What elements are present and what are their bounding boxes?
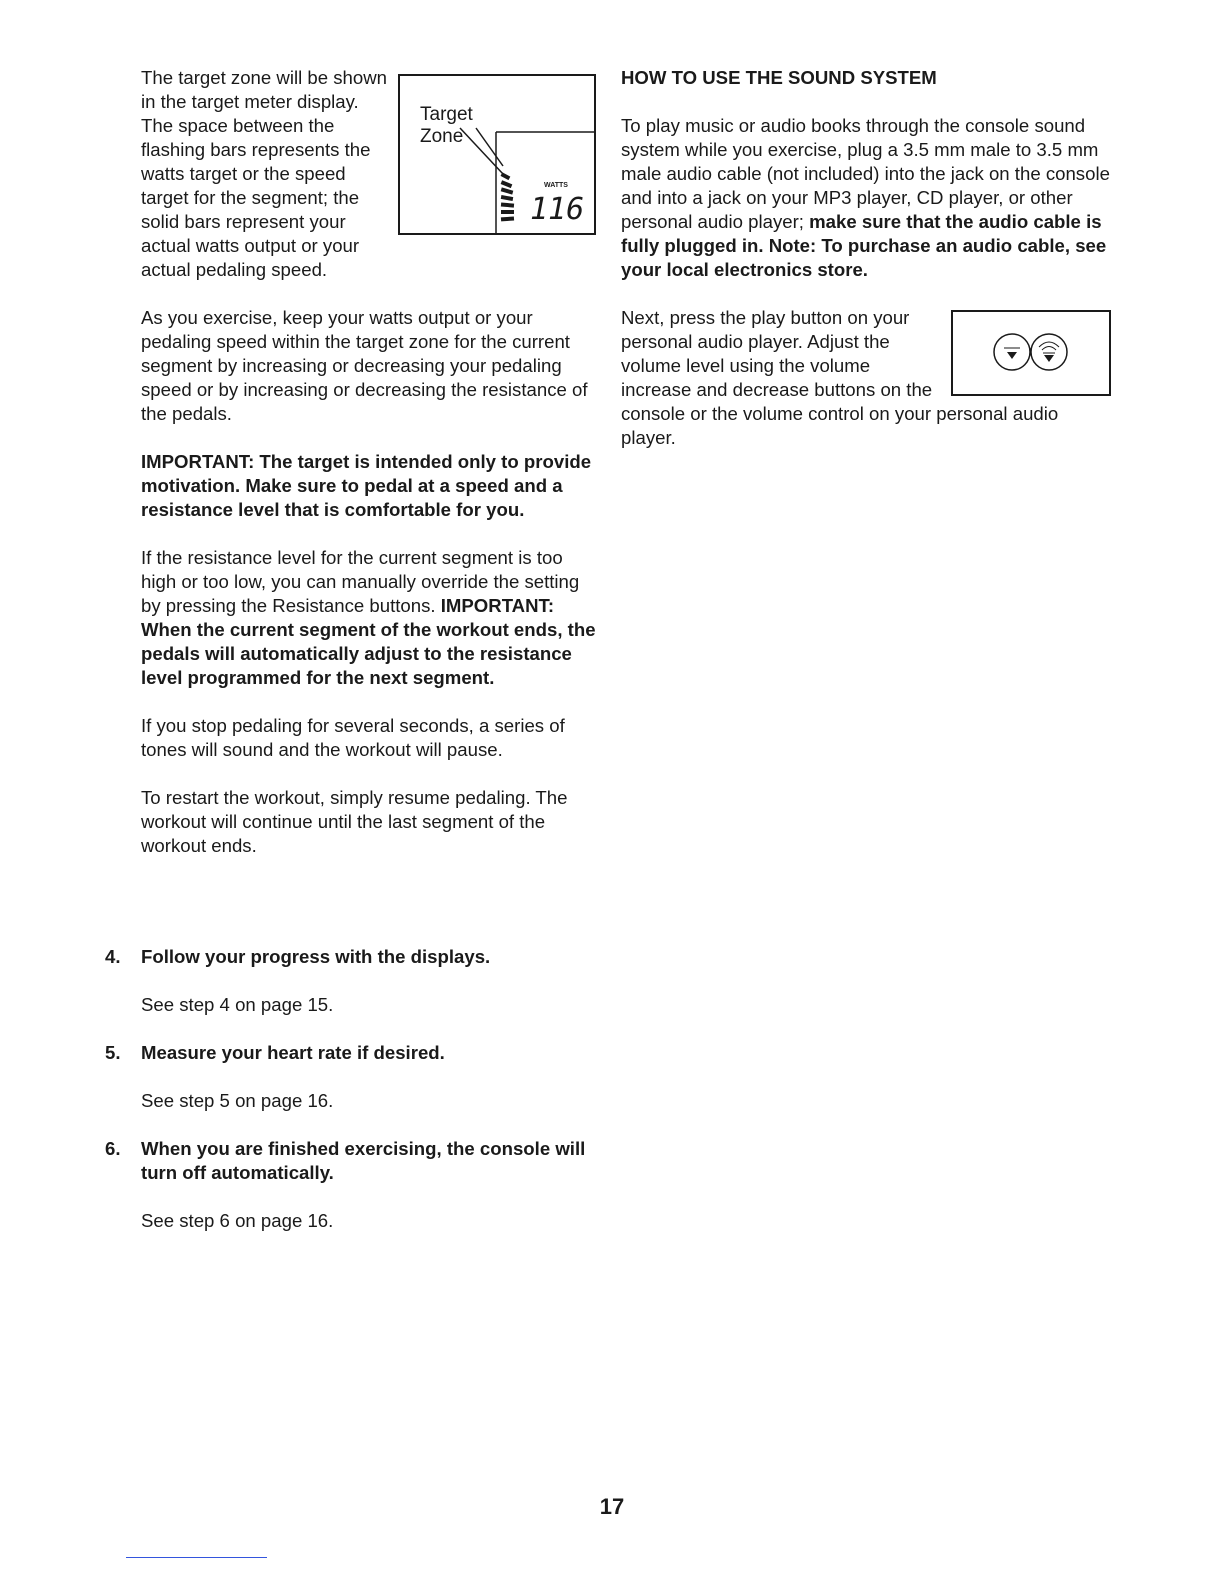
meter-bar — [501, 187, 514, 194]
watts-readout: 116 — [530, 192, 585, 227]
step-number: 6. — [105, 1138, 121, 1159]
sound-paragraph-1 — [621, 114, 1111, 282]
sound-note: make sure that the audio cable is fully plugged in. Note: To purchase an audio cable, see your local electronics store. — [621, 211, 1107, 280]
step-heading: When you are finished exercising, the console will turn off automatically. — [141, 1138, 586, 1183]
volume-down-icon — [994, 334, 1030, 370]
resistance-paragraph — [141, 546, 596, 690]
step-heading: Measure your heart rate if desired. — [141, 1042, 445, 1063]
right-column — [621, 66, 1111, 450]
volume-buttons-figure — [951, 310, 1111, 396]
meter-bar — [501, 217, 514, 222]
steps-list — [105, 945, 605, 1233]
watts-label: WATTS — [544, 182, 568, 189]
step-number: 4. — [105, 946, 121, 967]
pause-paragraph: If you stop pedaling for several seconds, a series of tones will sound and the workout will pause. — [141, 715, 565, 760]
step-number: 5. — [105, 1042, 121, 1063]
restart-paragraph: To restart the workout, simply resume pedaling. The workout will continue until the last segment of the workout ends. — [141, 787, 568, 856]
step-body: See step 6 on page 16. — [141, 1210, 334, 1231]
meter-bars — [501, 172, 515, 221]
step-heading: Follow your progress with the displays. — [141, 946, 491, 967]
exercise-paragraph: As you exercise, keep your watts output or your pedaling speed within the target zone for the current segment by increasing or decreasing your pedaling speed or by increasing or decreasing the resistance of the pedals. — [141, 307, 588, 424]
step-body: See step 5 on page 16. — [141, 1090, 334, 1111]
volume-up-icon — [1031, 334, 1067, 370]
sound-system-heading: HOW TO USE THE SOUND SYSTEM — [621, 67, 937, 88]
meter-bar — [501, 180, 513, 188]
step-item — [105, 1041, 605, 1113]
step-item — [105, 945, 605, 1017]
meter-bar — [501, 202, 514, 207]
target-meter-drawing — [400, 76, 594, 233]
page-number: 17 — [599, 1494, 625, 1519]
important-resistance: IMPORTANT: When the current segment of the workout ends, the pedals will automatically adjust to the resistance level programmed for the next segment. — [141, 595, 596, 688]
sound-instructions: To play music or audio books through the console sound system while you exercise, plug a 3.5 mm male to 3.5 mm male audio cable (not included) into the jack on the console and into a jack on your MP3 player, CD player, or other personal audio player; — [621, 115, 1110, 232]
meter-bar — [501, 172, 511, 180]
step-item — [105, 1137, 605, 1233]
target-zone-figure — [398, 74, 596, 235]
target-zone-label: Target Zone — [420, 104, 473, 147]
important-motivation: IMPORTANT: The target is intended only to provide motivation. Make sure to pedal at a speed and a resistance level that is comfortable for you. — [141, 451, 592, 520]
meter-bar — [501, 210, 514, 214]
footer-rule — [126, 1557, 267, 1558]
sound-paragraph-2: Next, press the play button on your personal audio player. Adjust the volume level using the volume increase and decrease buttons on the console or the volume control on your personal audio player. — [621, 307, 1059, 448]
volume-buttons-drawing — [953, 312, 1109, 394]
resistance-text: If the resistance level for the current segment is too high or too low, you can manually override the setting by pressing the Resistance buttons. — [141, 547, 580, 616]
step-body: See step 4 on page 15. — [141, 994, 334, 1015]
meter-bar — [501, 195, 514, 201]
target-zone-intro: The target zone will be shown in the target meter display. The space between the flashing bars represents the watts target or the speed target for the segment; the solid bars represent your actual watts output or your actual pedaling speed. — [141, 67, 387, 280]
left-column — [141, 66, 596, 858]
